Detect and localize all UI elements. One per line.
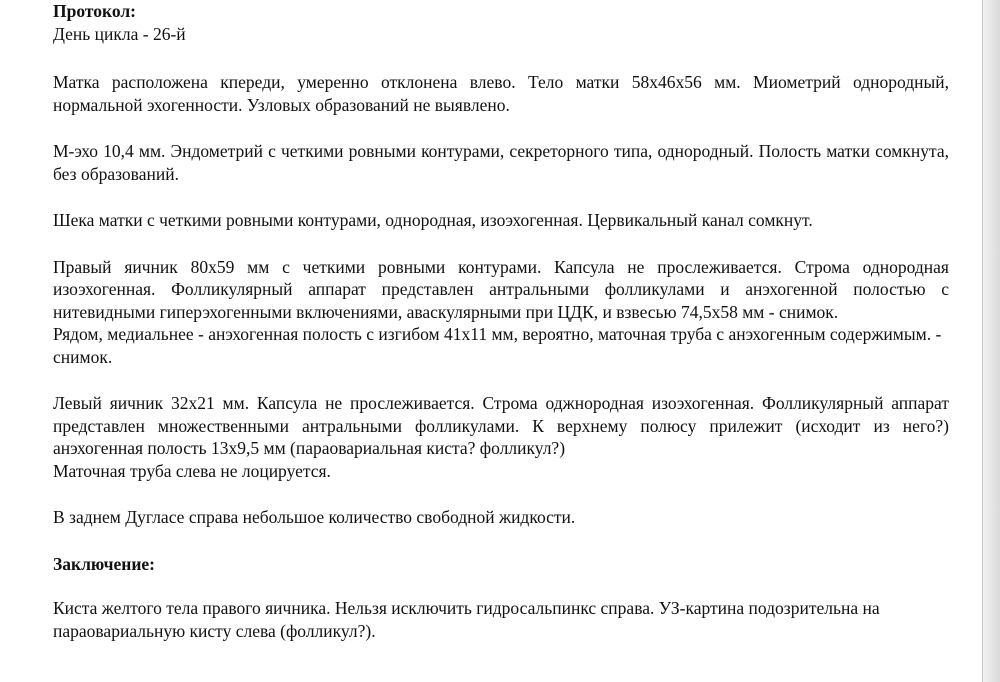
uterus-paragraph: Матка расположена кпереди, умеренно отклонена влево. Тело матки 58х46х56 мм. Миометрий однородный, нормальной эхогенности. Узловых образований не выявлено. (53, 72, 949, 115)
spacer (53, 185, 949, 209)
spacer (53, 232, 949, 256)
endometrium-paragraph: М-эхо 10,4 мм. Эндометрий с четкими ровными контурами, секреторного типа, однородный. Полость матки сомкнута, без образований. (53, 141, 949, 184)
conclusion-text: Киста желтого тела правого яичника. Нельзя исключить гидросальпинкс справа. УЗ-картина подозрительна на параовариальную кисту слева (фолликул?). (53, 598, 880, 641)
spacer (53, 368, 949, 392)
right-tube-paragraph: Рядом, медиальнее - анэхогенная полость с изгибом 41х11 мм, вероятно, маточная труба с анэхогенным содержимым. - снимок. (53, 324, 942, 367)
right-ovary-paragraph: Правый яичник 80х59 мм с четкими ровными контурами. Капсула не прослеживается. Строма однородная изоэхогенная. Фолликулярный аппарат представлен антральными фолликулами и анэхогенной полостью с нитевидными гиперэхогенными включениями, аваскулярными при ЦДК, и взвесью 74,5х58 мм - снимок. (53, 256, 949, 322)
conclusion-heading: Заключение: (53, 553, 155, 574)
spacer (53, 45, 949, 71)
page-edge (982, 0, 1000, 682)
cycle-day: День цикла - 26-й (53, 23, 186, 44)
spacer (53, 575, 949, 597)
cervix-paragraph: Шека матки с четкими ровными контурами, однородная, изоэхогенная. Цервикальный канал сомкнут. (53, 210, 813, 230)
spacer (53, 482, 949, 506)
protocol-heading: Протокол: (53, 1, 136, 21)
spacer (53, 116, 949, 140)
left-ovary-paragraph: Левый яичник 32х21 мм. Капсула не прослеживается. Строма оджнородная изоэхогенная. Фолликулярный аппарат представлен множественными антральными фолликулами. К верхнему полюсу прилежит (исходит из него?) анэхогенная полость 13х9,5 мм (параовариальная киста? фолликул?) (53, 393, 949, 458)
spacer (53, 529, 949, 553)
left-tube-line: Маточная труба слева не лоцируется. (53, 460, 331, 481)
douglas-line: В заднем Дугласе справа небольшое количество свободной жидкости. (53, 507, 576, 527)
ultrasound-report (53, 0, 949, 642)
